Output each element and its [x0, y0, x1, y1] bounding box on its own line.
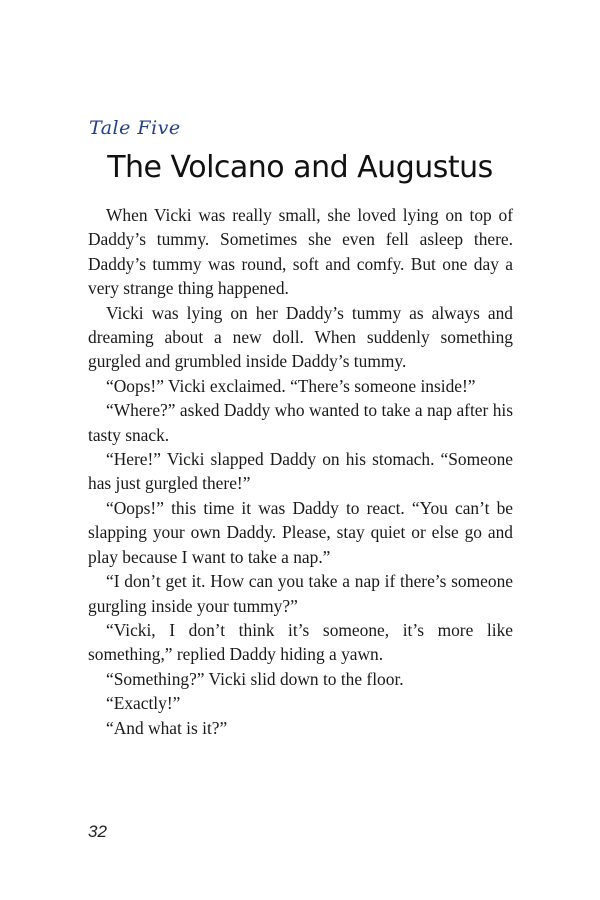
paragraph: Vicki was lying on her Daddy’s tummy as always and dreaming about a new doll. When suddenly something gurgled and grumbled inside Daddy’s tummy.	[88, 302, 513, 372]
paragraph: “Exactly!”	[106, 693, 181, 714]
chapter-title: The Volcano and Augustus	[107, 150, 493, 185]
paragraph: “Vicki, I don’t think it’s someone, it’s more like something,” replied Daddy hiding a yawn.	[88, 619, 513, 665]
paragraph: “Oops!” this time it was Daddy to react. “You can’t be slapping your own Daddy. Please, stay quiet or else go and play because I want to take a nap.”	[88, 497, 513, 567]
paragraph: When Vicki was really small, she loved lying on top of Daddy’s tummy. Sometimes she even fell asleep there. Daddy’s tummy was round, soft and comfy. But one day a very strange thing happened.	[88, 205, 513, 299]
paragraph: “Where?” asked Daddy who wanted to take a nap after his tasty snack.	[88, 400, 513, 445]
paragraph: “And what is it?”	[106, 717, 228, 738]
story-text	[88, 203, 513, 740]
paragraph: “Here!” Vicki slapped Daddy on his stomach. “Someone has just gurgled there!”	[88, 449, 513, 494]
page-number: 32	[88, 822, 107, 841]
chapter-label: Tale Five	[89, 117, 181, 139]
paragraph: “Something?” Vicki slid down to the floor.	[106, 668, 404, 689]
paragraph: “I don’t get it. How can you take a nap if there’s someone gurgling inside your tummy?”	[88, 571, 513, 616]
paragraph: “Oops!” Vicki exclaimed. “There’s someone inside!”	[106, 375, 476, 396]
